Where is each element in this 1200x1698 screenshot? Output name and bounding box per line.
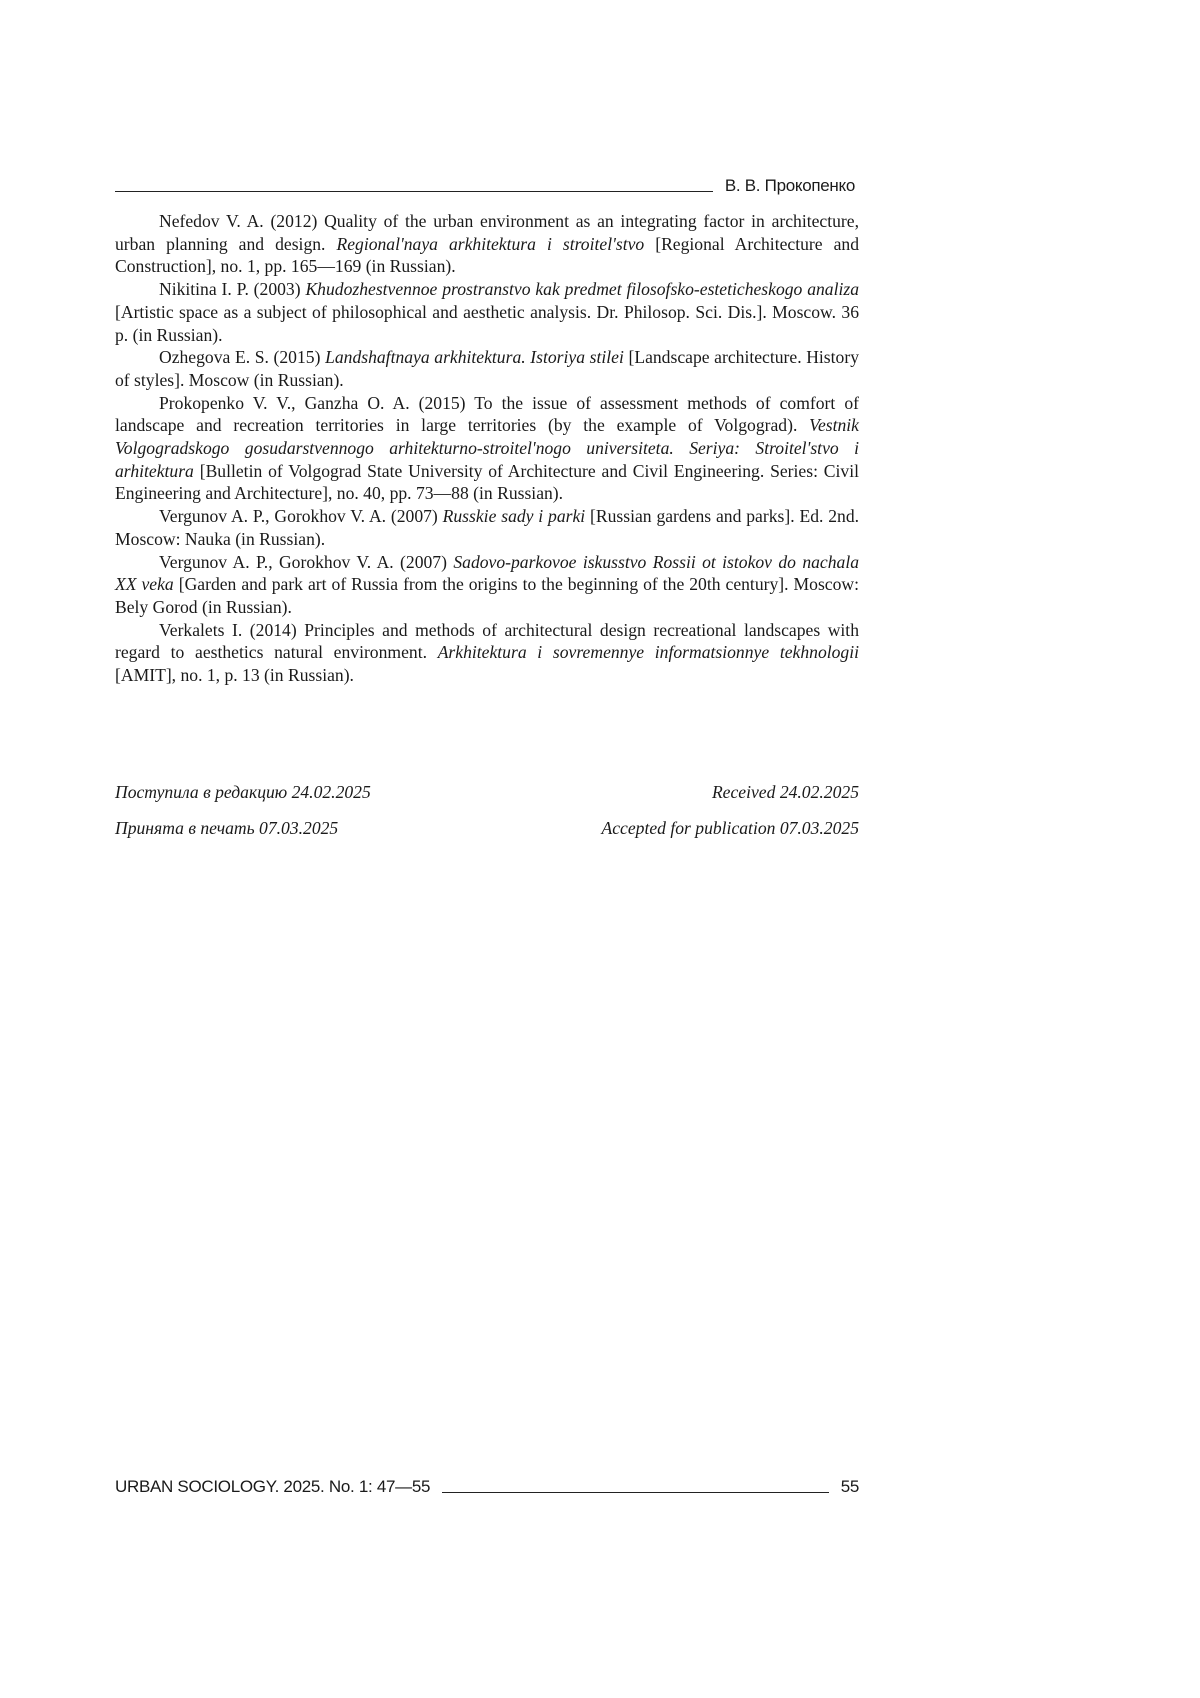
page-number: 55 (840, 1477, 859, 1496)
running-footer (115, 1473, 859, 1497)
reference-title: Regional'naya arkhitektura i stroitel'stvo (336, 233, 645, 254)
reference-title: Khudozhestvennoe prostranstvo kak predmet filosofsko-esteticheskogo analiza (305, 279, 860, 300)
reference-text: [Russian gardens and parks]. Ed. 2nd. Moscow: Nauka (in Russian). (115, 506, 860, 549)
header-author: В. В. Прокопенко (724, 176, 855, 195)
reference-text: Verkalets I. (2014) Principles and methods of architectural design recreational landscapes with regard to aesthetics natural environment. (115, 619, 859, 663)
reference-title: Arkhitektura i sovremennye informatsionnye tekhnologii (437, 642, 859, 663)
reference-text: Nefedov V. A. (2012) Quality of the urban environment as an integrating factor in architecture, urban planning and design. (115, 211, 859, 254)
header-rule (115, 191, 713, 192)
reference-entry (115, 392, 859, 506)
reference-entry (115, 619, 859, 687)
reference-title: Sadovo-parkovoe iskusstvo Rossii ot istokov do nachala XX veka (115, 551, 860, 595)
reference-entry (115, 210, 859, 278)
reference-text: Vergunov A. P., Gorokhov V. A. (2007) (159, 506, 443, 527)
reference-entry (115, 346, 859, 391)
reference-text: Prokopenko V. V., Ganzha O. A. (2015) To the issue of assessment methods of comfort of landscape and recreation territories in large territories (by the example of Volgograd). (115, 392, 859, 436)
reference-text: [AMIT], no. 1, p. 13 (in Russian). (115, 665, 354, 686)
reference-text: [Garden and park art of Russia from the origins to the beginning of the 20th century]. Moscow: Bely Gorod (in Russian). (115, 574, 859, 617)
reference-list (115, 210, 859, 687)
received-date-ru: Поступила в редакцию 24.02.2025 (115, 782, 371, 802)
reference-text: [Regional Architecture and Construction], no. 1, pp. 165—169 (in Russian). (115, 233, 859, 277)
reference-title: Russkie sady i parki (442, 506, 586, 527)
running-header (115, 172, 855, 196)
reference-title: Landshaftnaya arkhitektura. Istoriya stilei (325, 347, 624, 368)
received-date-en: Received 24.02.2025 (711, 782, 859, 802)
reference-text: [Artistic space as a subject of philosophical and aesthetic analysis. Dr. Philosop. Sci. Dis.]. Moscow. 36 p. (in Russian). (115, 301, 859, 345)
accepted-dates-row (115, 818, 859, 839)
footer-journal: URBAN SOCIOLOGY. 2025. No. 1: 47—55 (115, 1477, 431, 1496)
reference-title: Vestnik Volgogradskogo gosudarstvennogo arhitekturno-stroitel'nogo universiteta. Seriya: Stroitel'stvo i arhitektura (115, 415, 859, 481)
reference-text: Ozhegova E. S. (2015) (159, 347, 326, 368)
reference-entry (115, 551, 859, 619)
reference-text: [Bulletin of Volgograd State University of Architecture and Civil Engineering. Series: Civil Engineering and Architecture], no. 40, pp. 73—88 (in Russian). (115, 460, 859, 504)
reference-text: Vergunov A. P., Gorokhov V. A. (2007) (159, 551, 454, 572)
footer-rule (442, 1492, 829, 1493)
reference-entry (115, 278, 859, 346)
accepted-date-en: Accepted for publication 07.03.2025 (601, 818, 859, 838)
reference-entry (115, 505, 859, 550)
reference-text: [Landscape architecture. History of styles]. Moscow (in Russian). (115, 347, 859, 390)
reference-text: Nikitina I. P. (2003) (159, 279, 306, 300)
received-dates-row (115, 782, 859, 803)
accepted-date-ru: Принята в печать 07.03.2025 (115, 818, 339, 838)
